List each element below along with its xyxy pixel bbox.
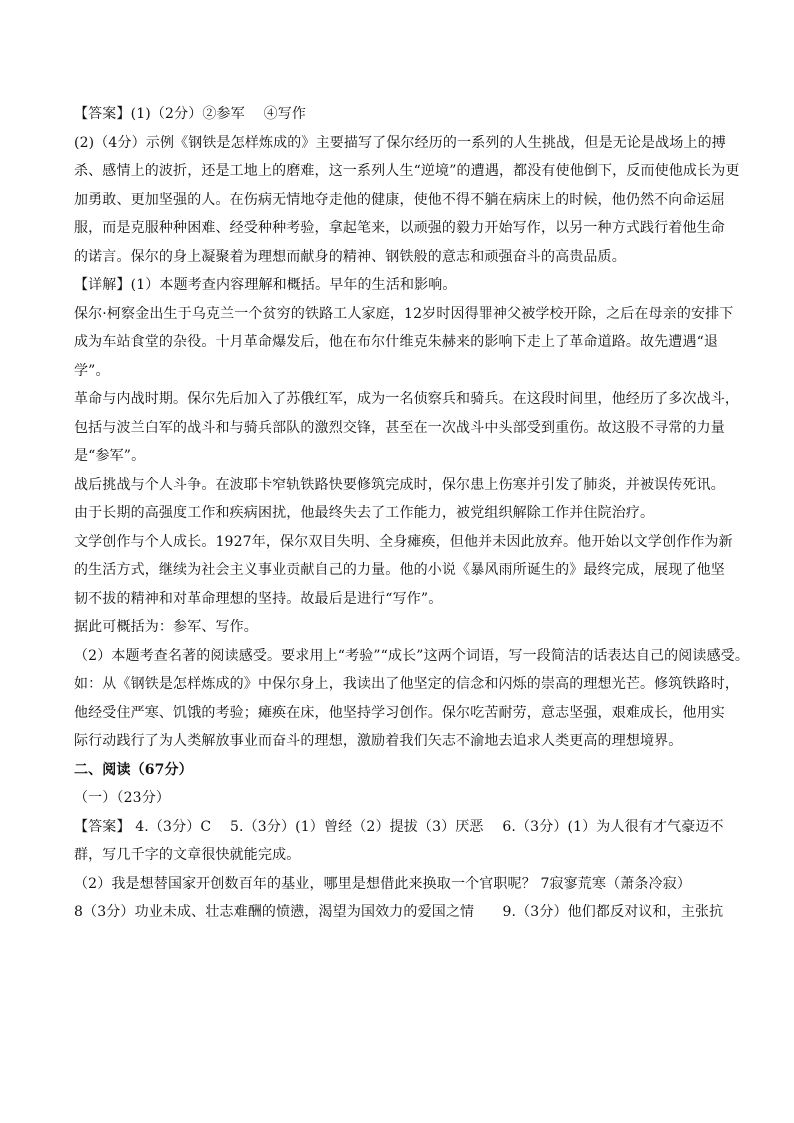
text-line: 学”。 xyxy=(74,362,110,379)
text-line: 【详解】(1）本题考查内容理解和概括。早年的生活和影响。 xyxy=(74,277,457,293)
text-line: 战后挑战与个人斗争。在波耶卡窄轨铁路快要修筑完成时，保尔患上伤寒并引发了肺炎，并被误传死讯。 xyxy=(74,476,725,493)
text-line: 二、阅读（67分） xyxy=(74,761,193,778)
text-line: 文学创作与个人成长。1927年，保尔双目失明、全身瘫痪，但他并未因此放弃。他开始以文学创作作为新 xyxy=(74,533,733,550)
text-line: （2）本题考查名著的阅读感受。要求用上“考验”“成长”这两个词语，写一段简洁的话表达自己的阅读感受。 xyxy=(74,647,750,664)
text-line: 8（3分）功业未成、壮志难酬的愤懑，渴望为国效力的爱国之情 9.（3分）他们都反对议和，主张抗 xyxy=(74,904,724,920)
text-line: 据此可概括为：参军、写作。 xyxy=(74,619,258,635)
text-line: 保尔·柯察金出生于乌克兰一个贫穷的铁路工人家庭，12岁时因得罪神父被学校开除，之后在母亲的安排下 xyxy=(74,305,734,322)
text-line: 由于长期的高强度工作和疾病困扰，他最终失去了工作能力，被党组织解除工作并住院治疗。 xyxy=(74,505,655,521)
text-line: （2）我是想替国家开创数百年的基业，哪里是想借此来换取一个官职呢？ 7寂寥荒寒（萧条冷寂） xyxy=(74,875,692,892)
text-line: 他经受住严寒、饥饿的考验；瘫痪在床，他坚持学习创作。保尔吃苦耐劳，意志坚强，艰难成长，他用实 xyxy=(74,704,725,721)
text-line: 包括与波兰白军的战斗和与骑兵部队的激烈交锋，甚至在一次战斗中头部受到重伤。故这股不寻常的力量 xyxy=(74,419,725,436)
text-line: 韧不拔的精神和对革命理想的坚持。故最后是进行“写作”。 xyxy=(74,590,443,607)
text-line: 的诺言。保尔的身上凝聚着为理想而献身的精神、钢铁般的意志和顽强奋斗的高贵品质。 xyxy=(74,248,626,265)
text-line: 【答案】 4.（3分）C 5.（3分）(1）曾经（2）提拔（3）厌恶 6.（3分）(1）为人很有才气豪迈不 xyxy=(74,818,724,835)
text-line: 服，而是克服种种困难、经受种种考验，拿起笔来，以顽强的毅力开始写作，以另一种方式践行着他生命 xyxy=(74,220,725,236)
text-line: 成为车站食堂的杂役。十月革命爆发后，他在布尔什维克朱赫来的影响下走上了革命道路。故先遭遇“退 xyxy=(74,334,719,350)
document-body xyxy=(74,100,750,927)
text-line: 杀、感情上的波折，还是工地上的磨难，这一系列人生“逆境”的遭遇，都没有使他倒下，反而使他成长为更 xyxy=(74,163,740,179)
text-line: 际行动践行了为人类解放事业而奋斗的理想，激励着我们矢志不渝地去追求人类更高的理想境界。 xyxy=(74,733,683,749)
text-line: (2)（4分）示例《钢铁是怎样炼成的》主要描写了保尔经历的一系列的人生挑战，但是无论是战场上的搏 xyxy=(74,134,726,151)
text-line: 如：从《钢铁是怎样炼成的》中保尔身上，我读出了他坚定的信念和闪烁的崇高的理想光芒。修筑铁路时， xyxy=(74,676,740,692)
text-line: 革命与内战时期。保尔先后加入了苏俄红军，成为一名侦察兵和骑兵。在这段时间里，他经历了多次战斗， xyxy=(74,391,740,407)
text-line: 是“参军”。 xyxy=(74,448,146,464)
text-line: 群，写几千字的文章很快就能完成。 xyxy=(74,847,301,863)
text-line: （一）（23分） xyxy=(74,790,171,806)
text-line: 加勇敢、更加坚强的人。在伤病无情地夺走他的健康，使他不得不躺在病床上的时候，他仍然不向命运屈 xyxy=(74,191,725,208)
text-line: 【答案】(1)（2分）②参军 ④写作 xyxy=(74,106,307,122)
text-line: 的生活方式，继续为社会主义事业贡献自己的力量。他的小说《暴风雨所诞生的》最终完成，展现了他坚 xyxy=(74,562,725,578)
